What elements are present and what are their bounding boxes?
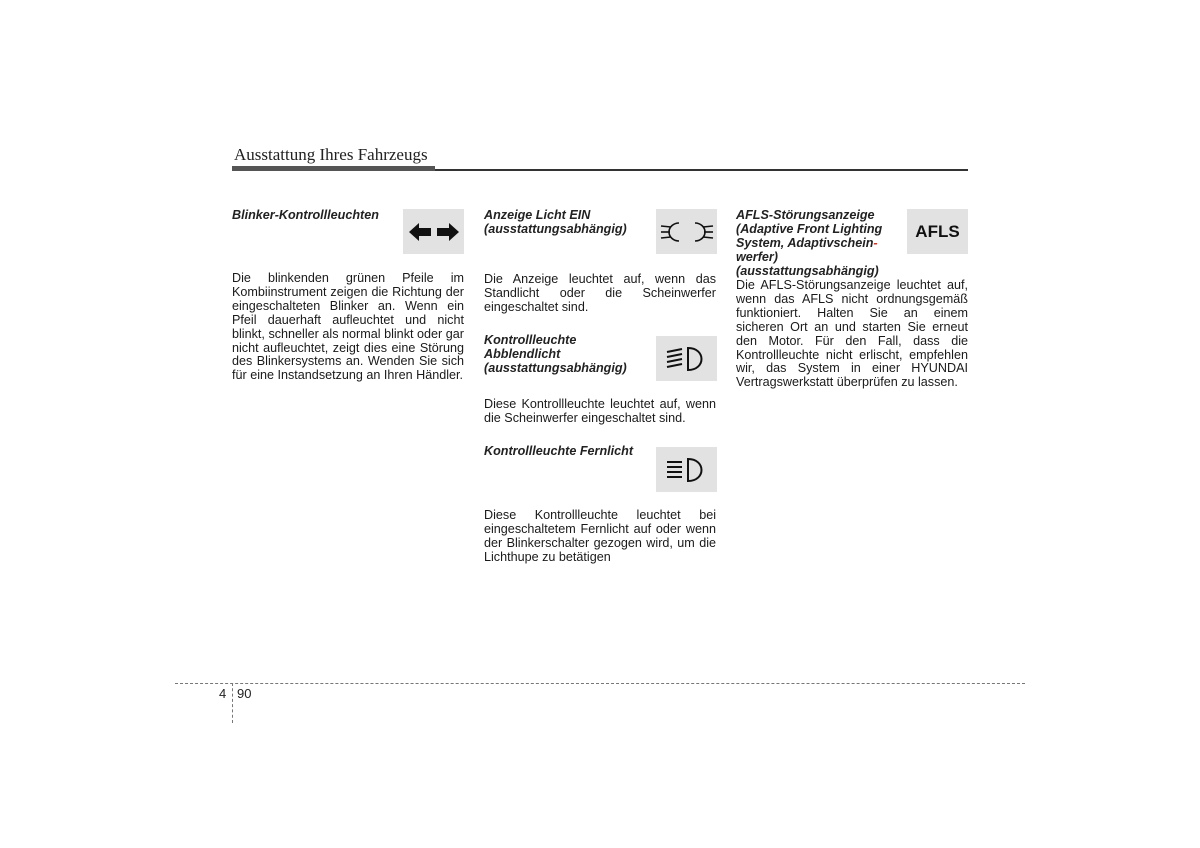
header-rule-thin [435, 169, 968, 171]
section-body-low-beam: Diese Kontrollleuchte leuchtet auf, wenn die Scheinwerfer eingeschaltet sind. [484, 397, 716, 425]
section-heading-high-beam: Kontrollleuchte Fernlicht [484, 444, 634, 458]
header-rule-thick [232, 166, 435, 171]
section-heading-low-beam: Kontrollleuchte Abblendlicht (ausstattungsabhängig) [484, 333, 627, 375]
section-body-high-beam: Diese Kontrollleuchte leuchtet bei eingeschaltetem Fernlicht auf oder wenn der Blinkerschalter gezogen wird, um die Lichthupe zu betätigen [484, 508, 716, 564]
page-header-title: Ausstattung Ihres Fahrzeugs [234, 145, 428, 164]
position-lamp-icon [656, 209, 717, 254]
low-beam-icon [656, 336, 717, 381]
footer-dashed-separator [232, 683, 233, 723]
afls-icon [907, 209, 968, 254]
section-heading-turn-signal: Blinker-Kontrollleuchten [232, 208, 379, 222]
section-body-turn-signal: Die blinkenden grünen Pfeile im Kombiinstrument zeigen die Richtung der eingeschalteten Blinker an. Wenn ein Pfeil dauerhaft aufleuchtet und nicht blinkt, schneller als normal blinkt oder gar nicht aufleuchtet, zeigt dies eine Störung des Blinkersystems an. Wenden Sie sich für eine Instandsetzung an Ihren Händler. [232, 271, 464, 383]
afls-icon-label: AFLS [915, 221, 960, 241]
high-beam-icon [656, 447, 717, 492]
page-number: 90 [237, 686, 252, 701]
footer-dashed-rule [175, 683, 1025, 684]
section-body-lights-on: Die Anzeige leuchtet auf, wenn das Standlicht oder die Scheinwerfer eingeschaltet sind. [484, 272, 716, 314]
turn-signal-arrows-icon [403, 209, 464, 254]
section-heading-lights-on: Anzeige Licht EIN (ausstattungsabhängig) [484, 208, 627, 236]
section-heading-afls: AFLS-Störungsanzeige (Adaptive Front Lighting System, Adaptivschein- werfer) (ausstattungsabhängig) [736, 208, 883, 278]
section-body-afls: Die AFLS-Störungsanzeige leuchtet auf, wenn das AFLS nicht ordnungsgemäß funktioniert. Halten Sie an einem sicheren Ort an und starten Sie erneut den Motor. Für den Fall, dass die Kontrollleuchte nicht erlischt, empfehlen wir, das System in einer HYUNDAI Vertragswerkstatt überprüfen zu lassen. [736, 278, 968, 390]
chapter-number: 4 [219, 686, 227, 701]
